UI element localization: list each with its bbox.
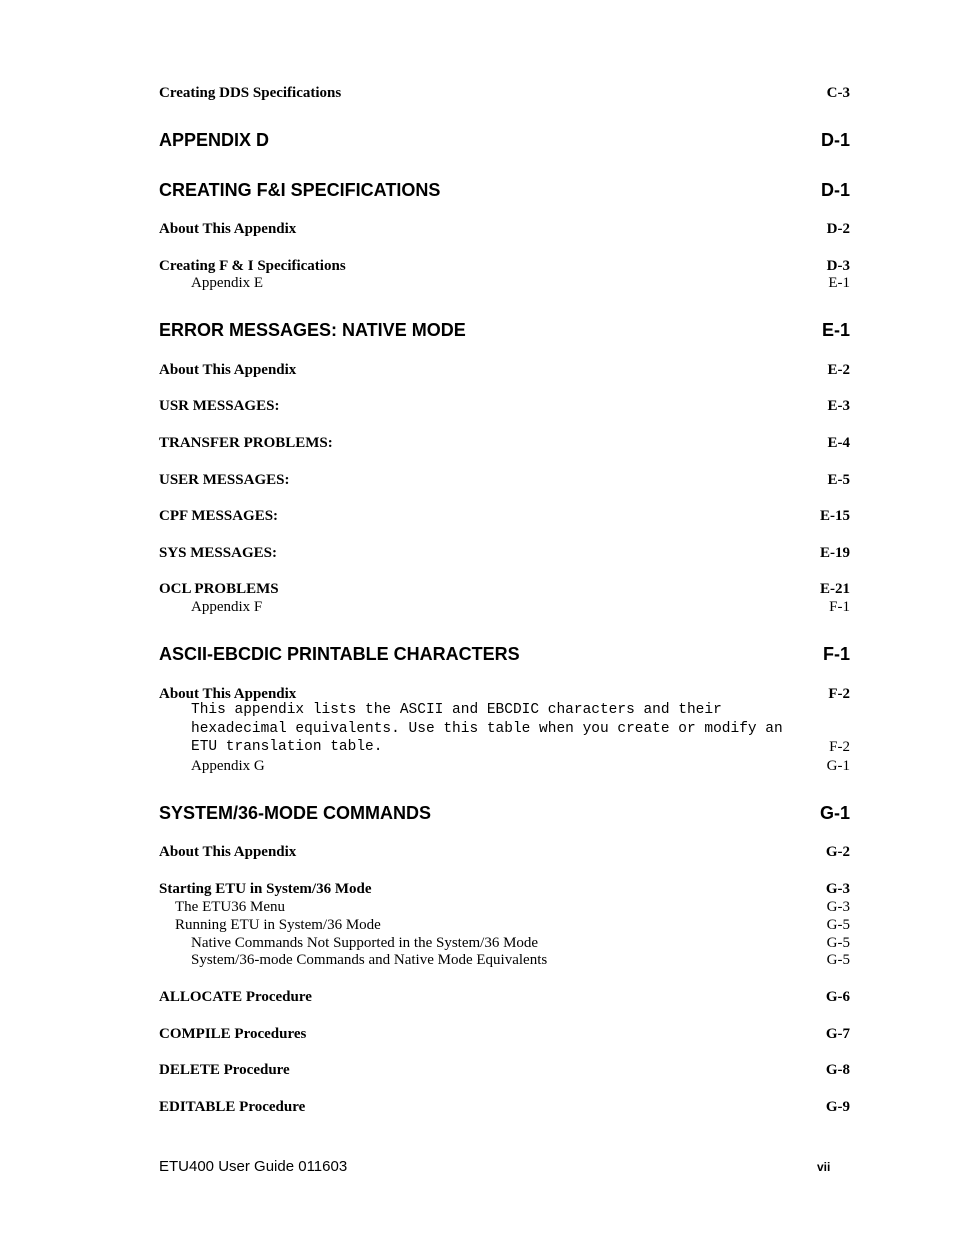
toc-title: hexadecimal equivalents. Use this table when you create or modify an xyxy=(191,721,783,737)
toc-title: ERROR MESSAGES: NATIVE MODE xyxy=(159,320,466,340)
toc-title: SYS MESSAGES: xyxy=(159,545,277,561)
toc-page: E-1 xyxy=(828,275,850,291)
toc-entry xyxy=(159,879,850,899)
toc-entry xyxy=(159,579,850,599)
toc-page: G-9 xyxy=(825,1099,850,1115)
toc-title: Creating F & I Specifications xyxy=(159,258,346,274)
toc-page: G-7 xyxy=(825,1026,850,1042)
toc-page: G-3 xyxy=(825,881,850,897)
toc-title: COMPILE Procedures xyxy=(159,1026,307,1042)
toc-title: About This Appendix xyxy=(159,686,297,702)
toc-title: System/36-mode Commands and Native Mode Equivalents xyxy=(191,952,548,968)
toc-title: About This Appendix xyxy=(159,844,297,860)
toc-entry xyxy=(159,737,850,757)
toc-entry xyxy=(159,842,850,862)
toc-entry xyxy=(159,597,850,617)
toc-entry xyxy=(159,396,850,416)
toc-title: USR MESSAGES: xyxy=(159,398,280,414)
toc-entry xyxy=(159,1060,850,1080)
toc-page: C-3 xyxy=(826,85,850,101)
toc-title: DELETE Procedure xyxy=(159,1062,290,1078)
toc-page: D-2 xyxy=(826,221,850,237)
toc-page: F-2 xyxy=(828,686,850,702)
toc-entry xyxy=(159,506,850,526)
toc-entry xyxy=(159,83,850,103)
toc-title: Appendix F xyxy=(191,599,263,615)
toc-page: D-1 xyxy=(820,130,850,150)
toc-page: G-5 xyxy=(826,917,850,933)
toc-entry xyxy=(159,719,850,739)
toc-title: About This Appendix xyxy=(159,221,297,237)
toc-title: Native Commands Not Supported in the System/36 Mode xyxy=(191,935,539,951)
toc-title: TRANSFER PROBLEMS: xyxy=(159,435,333,451)
toc-entry xyxy=(159,915,850,935)
toc-page: E-19 xyxy=(820,545,850,561)
toc-title: SYSTEM/36-MODE COMMANDS xyxy=(159,803,432,823)
toc-page: G-5 xyxy=(826,952,850,968)
toc-page: G-1 xyxy=(826,758,850,774)
toc-entry xyxy=(159,803,850,823)
toc-entry xyxy=(159,130,850,150)
toc-entry xyxy=(159,1097,850,1117)
footer-text: ETU400 User Guide 011603 xyxy=(159,1158,348,1175)
toc-entry xyxy=(159,433,850,453)
toc-page: E-3 xyxy=(827,398,850,414)
toc-page: G-3 xyxy=(826,899,850,915)
toc-page: F-1 xyxy=(829,599,850,615)
toc-page: D-3 xyxy=(826,258,850,274)
toc-page: F-1 xyxy=(823,644,850,664)
toc-page: E-21 xyxy=(820,581,850,597)
toc-title: ETU translation table. xyxy=(191,739,383,755)
toc-page: G-6 xyxy=(825,989,850,1005)
toc-entry xyxy=(159,700,850,720)
toc-entry xyxy=(159,219,850,239)
toc-title: CREATING F&I SPECIFICATIONS xyxy=(159,180,441,200)
toc-title: APPENDIX D xyxy=(159,130,270,150)
toc-title: OCL PROBLEMS xyxy=(159,581,279,597)
toc-title: EDITABLE Procedure xyxy=(159,1099,306,1115)
toc-entry xyxy=(159,360,850,380)
toc-entry xyxy=(159,987,850,1007)
toc-title: This appendix lists the ASCII and EBCDIC characters and their xyxy=(191,702,722,718)
toc-title: The ETU36 Menu xyxy=(175,899,285,915)
toc-page: G-2 xyxy=(825,844,850,860)
toc-entry xyxy=(159,470,850,490)
toc-entry xyxy=(159,1024,850,1044)
toc-entry xyxy=(159,644,850,664)
toc-page: E-2 xyxy=(827,362,850,378)
toc-title: Appendix G xyxy=(191,758,265,774)
toc-title: Running ETU in System/36 Mode xyxy=(175,917,381,933)
toc-entry xyxy=(159,320,850,340)
toc-title: USER MESSAGES: xyxy=(159,472,290,488)
toc-page: G-1 xyxy=(819,803,850,823)
toc-title: About This Appendix xyxy=(159,362,297,378)
toc-page: G-5 xyxy=(826,935,850,951)
toc-page: E-15 xyxy=(820,508,850,524)
toc-page: F-2 xyxy=(829,739,850,755)
toc-page: E-5 xyxy=(827,472,850,488)
toc-entry xyxy=(159,950,850,970)
toc-entry xyxy=(159,543,850,563)
toc-page: E-4 xyxy=(827,435,850,451)
toc-title: CPF MESSAGES: xyxy=(159,508,279,524)
toc-entry xyxy=(159,273,850,293)
toc-title: Starting ETU in System/36 Mode xyxy=(159,881,372,897)
toc-title: Creating DDS Specifications xyxy=(159,85,342,101)
toc-page: G-8 xyxy=(825,1062,850,1078)
page-number: vii xyxy=(817,1160,831,1174)
toc-title: ASCII-EBCDIC PRINTABLE CHARACTERS xyxy=(159,644,520,664)
toc-entry xyxy=(159,897,850,917)
toc-page: D-1 xyxy=(820,180,850,200)
toc-entry xyxy=(159,180,850,200)
toc-page: E-1 xyxy=(821,320,850,340)
toc-title: ALLOCATE Procedure xyxy=(159,989,312,1005)
toc-entry xyxy=(159,756,850,776)
toc-title: Appendix E xyxy=(191,275,264,291)
